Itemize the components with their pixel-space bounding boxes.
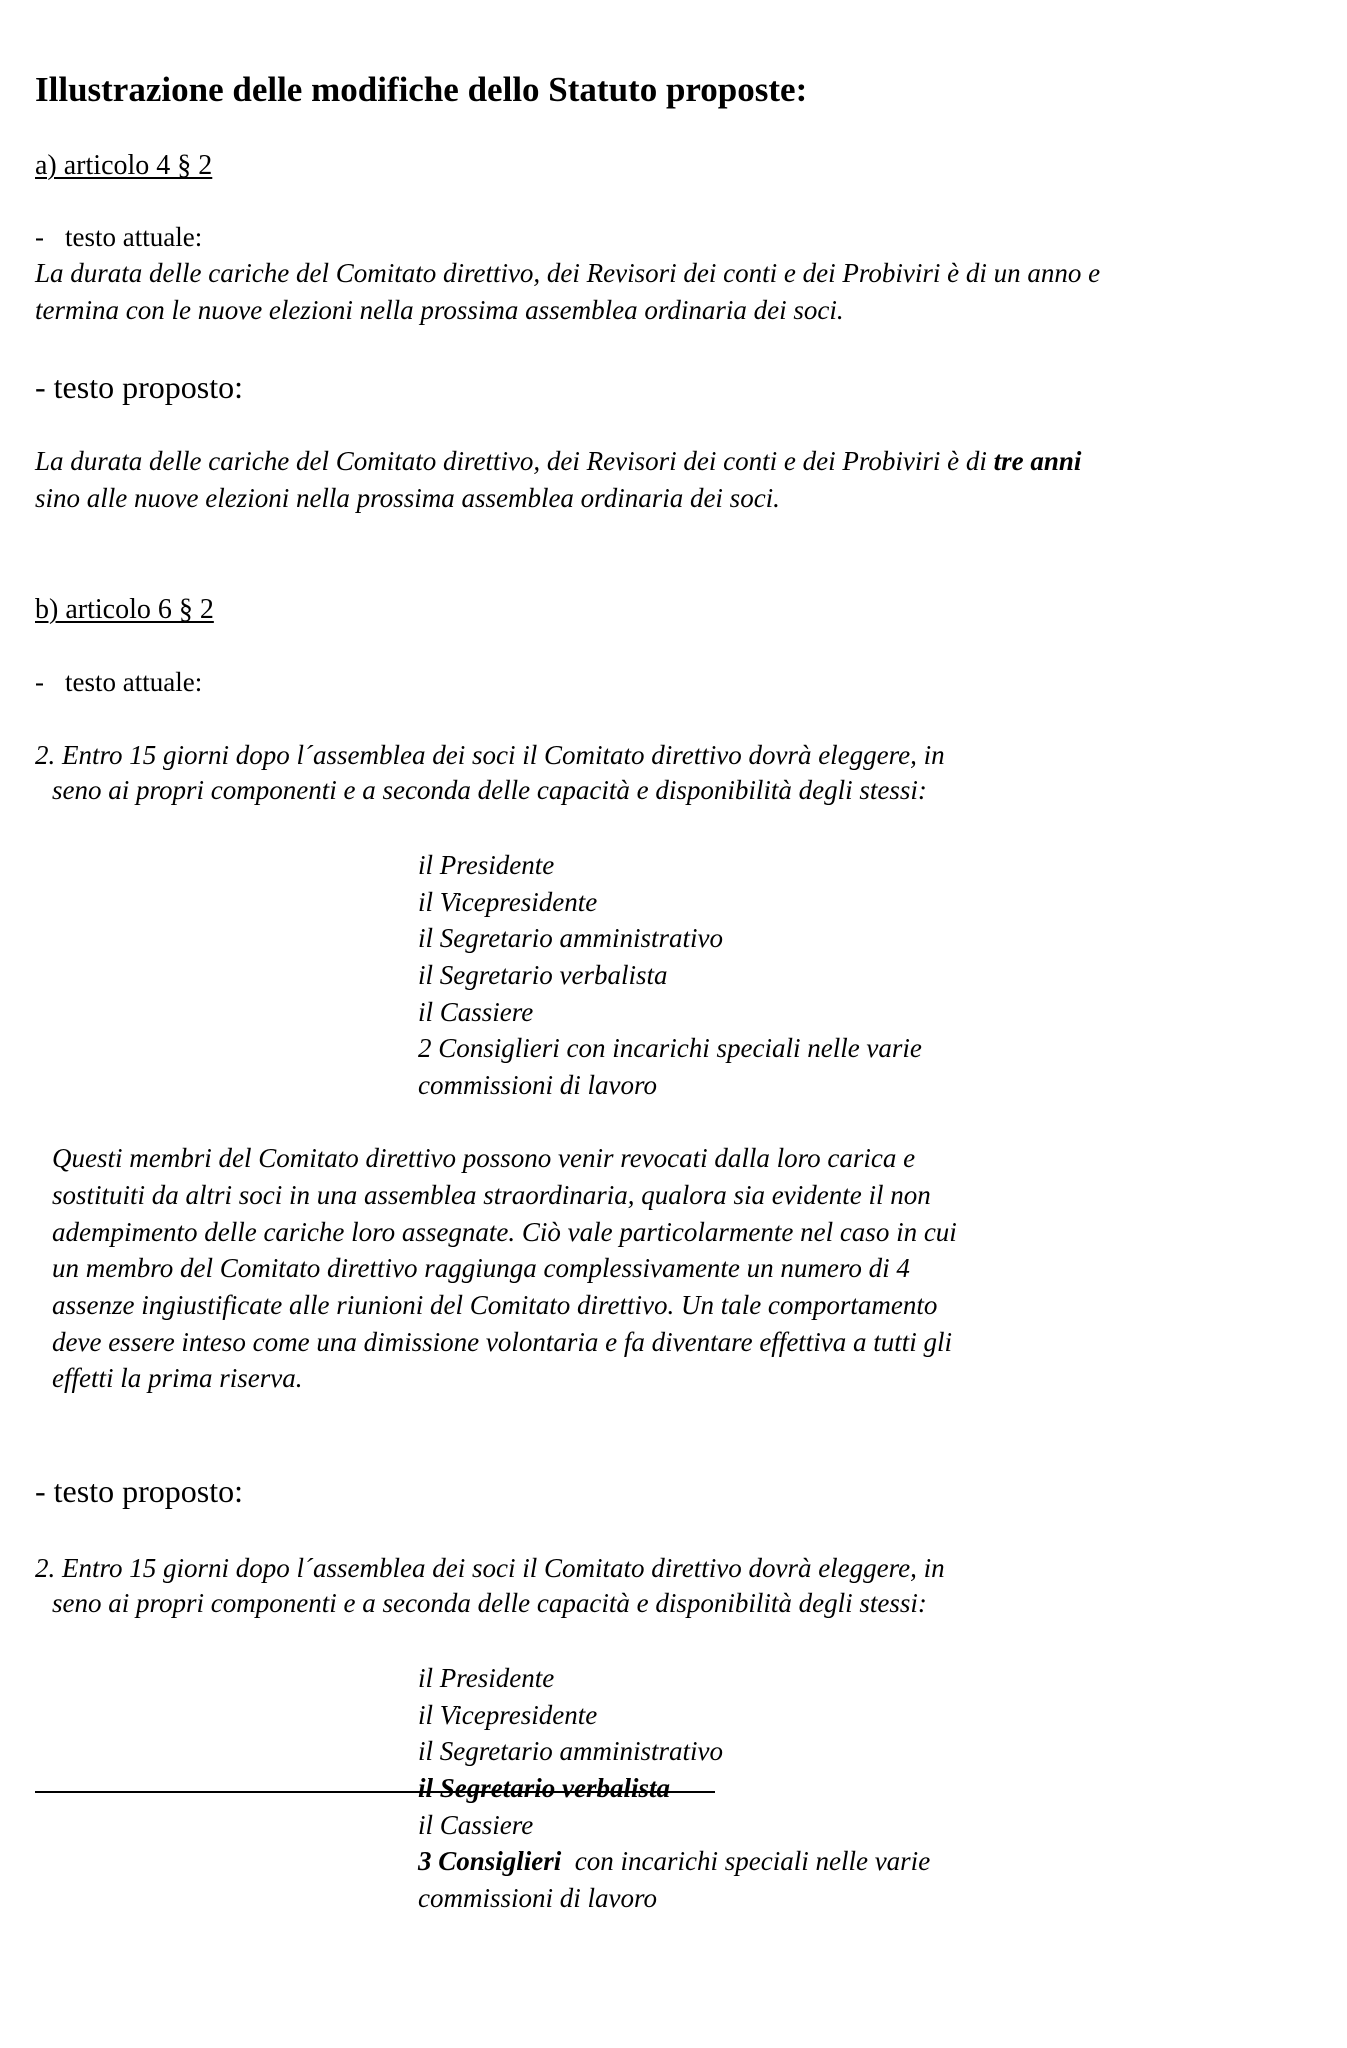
section-b-proposed-label: - testo proposto: — [35, 1473, 243, 1509]
section-b-proposed-intro-line: 2. Entro 15 giorni dopo l´assemblea dei soci il Comitato direttivo dovrà eleggere, in — [35, 1553, 945, 1583]
proposed-role-rest: con incarichi speciali nelle varie — [561, 1846, 931, 1876]
current-role-item: il Segretario amministrativo — [418, 923, 723, 953]
current-paragraph-line: un membro del Comitato direttivo raggiunga complessivamente un numero di 4 — [52, 1253, 910, 1283]
section-a-heading: a) articolo 4 § 2 — [35, 150, 213, 181]
dash: - — [35, 222, 44, 252]
proposed-role-bold: 3 Consiglieri — [418, 1846, 562, 1876]
current-role-item: il Presidente — [418, 850, 555, 880]
proposed-role-item: il Cassiere — [418, 1810, 534, 1840]
document-title: Illustrazione delle modifiche dello Statuto proposte: — [35, 70, 808, 109]
proposed-role-item-struck: il Segretario verbalista — [418, 1773, 670, 1803]
current-role-item: 2 Consiglieri con incarichi speciali nelle varie — [418, 1033, 922, 1063]
current-paragraph-line: effetti la prima riserva. — [52, 1363, 303, 1393]
section-b-current-label — [35, 669, 202, 696]
proposed-role-item: commissioni di lavoro — [418, 1883, 657, 1913]
proposed-role-item: il Segretario amministrativo — [418, 1736, 723, 1766]
current-role-item: il Cassiere — [418, 997, 534, 1027]
label-text: testo attuale: — [65, 667, 203, 697]
section-a-current-text-line: termina con le nuove elezioni nella prossima assemblea ordinaria dei soci. — [35, 295, 844, 325]
proposed-text-prefix: La durata delle cariche del Comitato direttivo, dei Revisori dei conti e dei Probiviri è di — [35, 446, 994, 476]
current-role-item: commissioni di lavoro — [418, 1070, 657, 1100]
section-a-proposed-text-line: sino alle nuove elezioni nella prossima assemblea ordinaria dei soci. — [35, 483, 780, 513]
section-b-current-intro-line: 2. Entro 15 giorni dopo l´assemblea dei soci il Comitato direttivo dovrà eleggere, in — [35, 740, 945, 770]
section-b-proposed-intro-line: seno ai propri componenti e a seconda delle capacità e disponibilità degli stessi: — [52, 1588, 927, 1618]
proposed-role-item — [418, 1848, 930, 1875]
current-paragraph-line: deve essere inteso come una dimissione volontaria e fa diventare effettiva a tutti gli — [52, 1327, 953, 1357]
section-a-proposed-label: - testo proposto: — [35, 369, 243, 405]
current-paragraph-line: sostituiti da altri soci in una assemblea straordinaria, qualora sia evidente il non — [52, 1180, 931, 1210]
section-a-current-text-line: La durata delle cariche del Comitato direttivo, dei Revisori dei conti e dei Probiviri è di un anno e — [35, 258, 1101, 288]
current-paragraph-line: assenze ingiustificate alle riunioni del Comitato direttivo. Un tale comportamento — [52, 1290, 938, 1320]
section-b-heading: b) articolo 6 § 2 — [35, 594, 214, 625]
label-text: testo attuale: — [65, 222, 203, 252]
dash: - — [35, 667, 44, 697]
section-a-proposed-text-line — [35, 448, 1081, 475]
proposed-role-item: il Vicepresidente — [418, 1700, 598, 1730]
proposed-text-bold: tre anni — [993, 446, 1082, 476]
current-role-item: il Segretario verbalista — [418, 960, 668, 990]
current-paragraph-line: Questi membri del Comitato direttivo possono venir revocati dalla loro carica e — [52, 1143, 916, 1173]
section-b-current-intro-line: seno ai propri componenti e a seconda delle capacità e disponibilità degli stessi: — [52, 775, 927, 805]
section-a-current-label — [35, 224, 202, 251]
proposed-role-item: il Presidente — [418, 1663, 555, 1693]
current-role-item: il Vicepresidente — [418, 887, 598, 917]
current-paragraph-line: adempimento delle cariche loro assegnate. Ciò vale particolarmente nel caso in cui — [52, 1217, 957, 1247]
